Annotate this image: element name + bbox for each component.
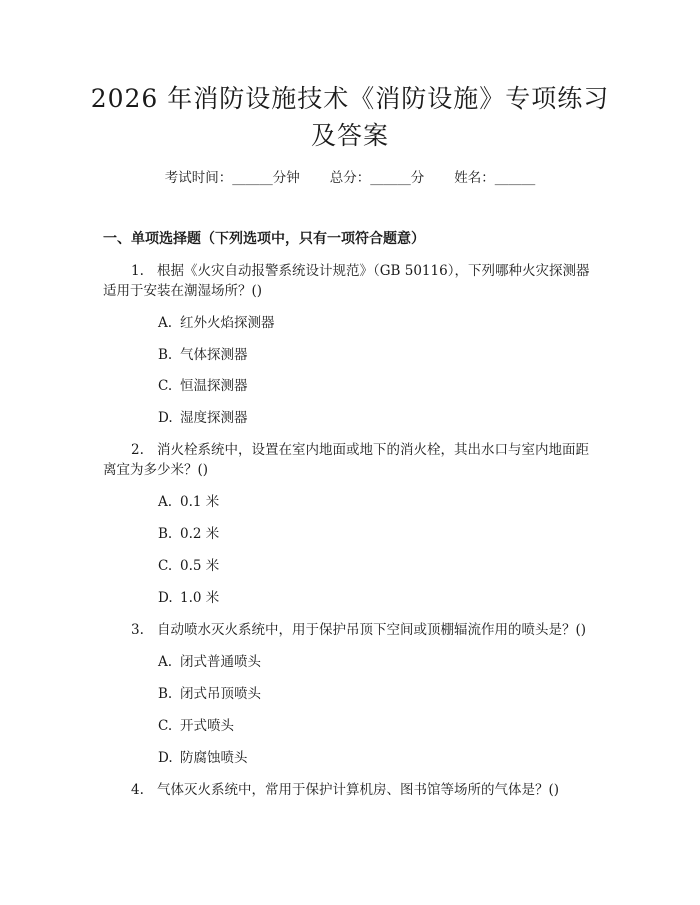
question-1-option-c: C. 恒温探测器 [158,378,248,394]
question-2-option-b: B. 0.2 米 [158,526,220,542]
exam-info [0,168,700,188]
question-2-option-a: A. 0.1 米 [158,494,220,510]
question-number: 2. [131,442,144,458]
time-unit: 分钟 [272,170,300,186]
question-1-option-d: D. 湿度探测器 [158,410,248,426]
time-blank: ______ [232,170,273,186]
document-title-line-1: 2026 年消防设施技术《消防设施》专项练习 [90,84,610,113]
question-3-option-b: B. 闭式吊顶喷头 [158,686,261,702]
question-2-option-d: D. 1.0 米 [158,590,220,606]
time-label: 考试时间： [164,170,233,186]
question-number: 3. [131,622,144,638]
section-heading: 一、单项选择题（下列选项中，只有一项符合题意） [103,231,425,247]
question-text-line-1: 气体灭火系统中，常用于保护计算机房、图书馆等场所的气体是？() [157,782,560,798]
question-3-option-a: A. 闭式普通喷头 [158,654,261,670]
score-blank: ______ [370,170,411,186]
question-number: 1. [131,263,144,279]
name-label: 姓名： [454,170,495,186]
question-1-option-b: B. 气体探测器 [158,347,248,363]
question-text-line-2: 适用于安装在潮湿场所？() [103,283,263,299]
question-1-option-a: A. 红外火焰探测器 [158,315,275,331]
name-blank: ______ [494,170,536,186]
question-text-line-1: 自动喷水灭火系统中，用于保护吊顶下空间或顶棚辐流作用的喷头是？() [157,622,587,638]
question-2-option-c: C. 0.5 米 [158,558,220,574]
question-3-option-c: C. 开式喷头 [158,718,234,734]
question-1 [103,261,603,301]
question-number: 4. [131,782,144,798]
score-unit: 分 [410,170,425,186]
question-text-line-2: 离宜为多少米？() [103,462,209,478]
score-label: 总分： [329,170,371,186]
question-4 [103,780,603,800]
question-text-line-1: 消火栓系统中，设置在室内地面或地下的消火栓，其出水口与室内地面距 [157,442,589,458]
question-3-option-d: D. 防腐蚀喷头 [158,750,248,766]
question-2 [103,440,603,480]
question-text-line-1: 根据《火灾自动报警系统设计规范》（GB 50116），下列哪种火灾探测器 [157,263,590,279]
document-title-line-2: 及答案 [310,121,389,150]
question-3 [103,620,603,640]
